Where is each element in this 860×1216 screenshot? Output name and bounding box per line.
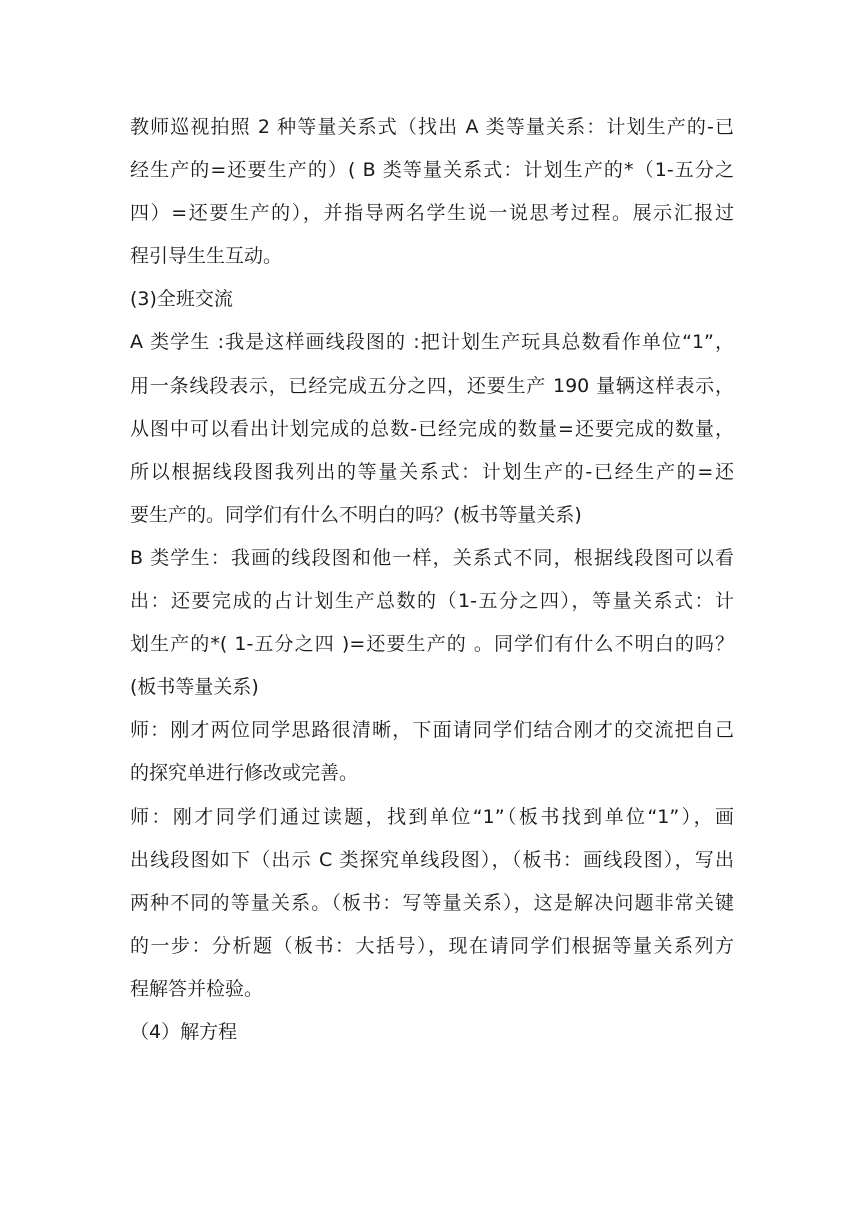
text-line: 所以根据线段图我列出的等量关系式：计划生产的-已经生产的=还	[130, 460, 734, 483]
text-line: B 类学生：我画的线段图和他一样，关系式不同，根据线段图可以看	[130, 546, 734, 569]
text-line: A 类学生 :我是这样画线段图的 :把计划生产玩具总数看作单位“1”，	[130, 331, 734, 354]
heading-solve-equation	[130, 1011, 734, 1054]
paragraph-teacher-summary	[130, 796, 734, 1011]
document-body	[130, 106, 734, 1054]
text-line: 要生产的。同学们有什么不明白的吗？(板书等量关系)	[130, 503, 582, 526]
heading-class-exchange	[130, 278, 734, 321]
text-line: 出线段图如下（出示 C 类探究单线段图），（板书：画线段图），写出	[130, 848, 734, 871]
text-line: 划生产的*( 1-五分之四 )=还要生产的 。同学们有什么不明白的吗？	[130, 633, 734, 656]
paragraph-a-student	[130, 321, 734, 536]
text-line: 程引导生生互动。	[130, 245, 283, 268]
paragraph-teacher-patrol	[130, 106, 734, 278]
text-line: 教师巡视拍照 2 种等量关系式（找出 A 类等量关系：计划生产的-已	[130, 116, 734, 138]
text-line: 出：还要完成的占计划生产总数的（1-五分之四），等量关系式：计	[130, 590, 734, 613]
section-heading: （4）解方程	[130, 1020, 238, 1043]
text-line: 用一条线段表示，已经完成五分之四，还要生产 190 量辆这样表示，	[130, 374, 734, 397]
text-line: 的一步：分析题（板书：大括号），现在请同学们根据等量关系列方	[130, 934, 734, 957]
paragraph-teacher-revise	[130, 709, 734, 795]
text-line: 师：刚才两位同学思路很清晰，下面请同学们结合刚才的交流把自己	[130, 719, 734, 742]
text-line: 四）=还要生产的），并指导两名学生说一说思考过程。展示汇报过	[130, 202, 734, 225]
paragraph-b-student	[130, 537, 734, 709]
text-line: 两种不同的等量关系。（板书：写等量关系），这是解决问题非常关键	[130, 891, 734, 914]
text-line: (板书等量关系)	[130, 676, 259, 699]
section-heading: (3)全班交流	[130, 288, 233, 311]
text-line: 经生产的=还要生产的）( B 类等量关系式：计划生产的*（1-五分之	[130, 159, 734, 182]
text-line: 从图中可以看出计划完成的总数-已经完成的数量=还要完成的数量，	[130, 417, 734, 440]
text-line: 的探究单进行修改或完善。	[130, 762, 359, 785]
text-line: 师：刚才同学们通过读题，找到单位“1”（板书找到单位“1”），画	[130, 805, 734, 828]
text-line: 程解答并检验。	[130, 977, 264, 1000]
